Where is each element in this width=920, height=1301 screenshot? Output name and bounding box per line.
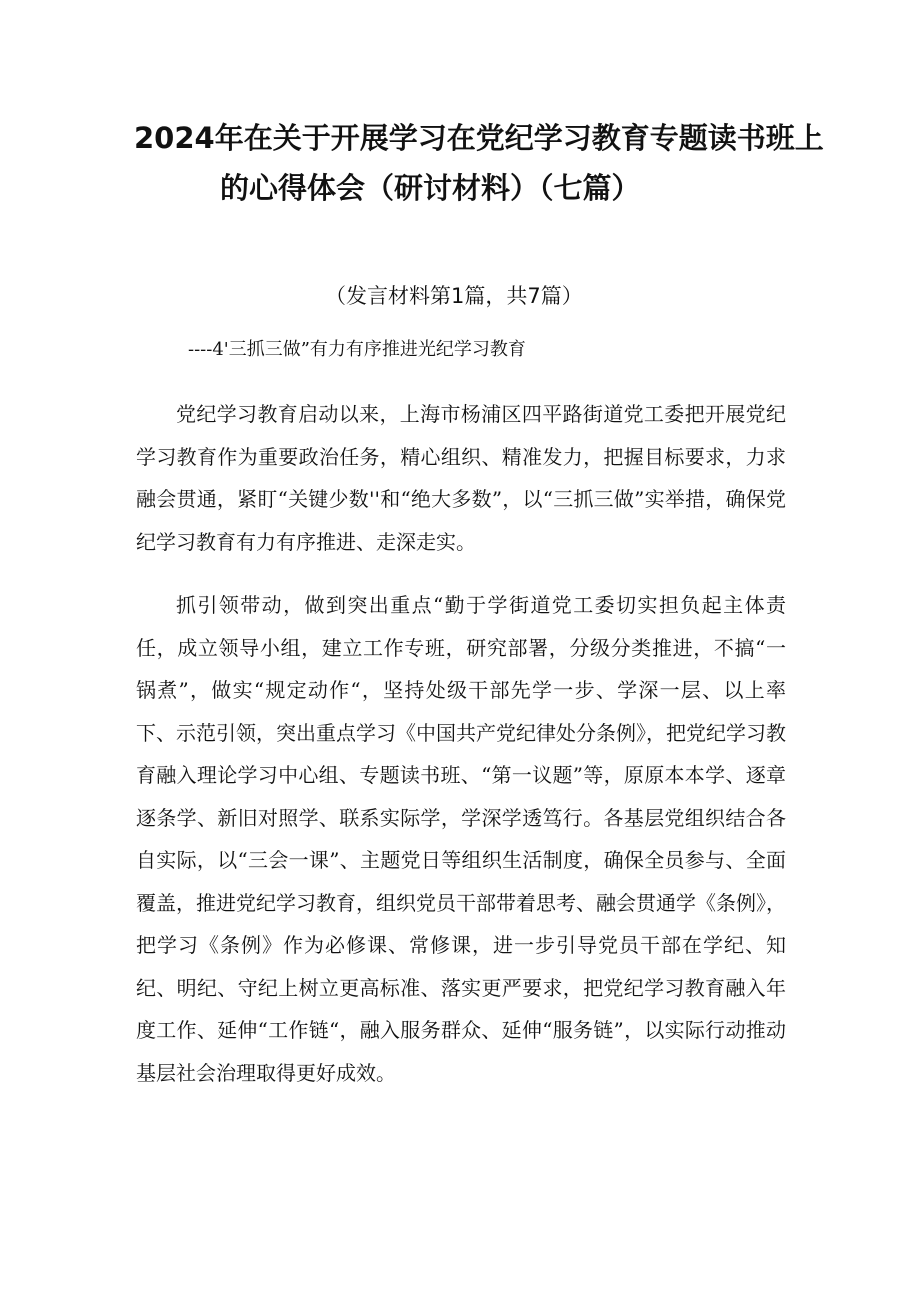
body-paragraph-2: 抓引领带动，做到突出重点“勤于学街道党工委切实担负起主体责任，成立领导小组，建立工作专班，研究部署，分级分类推进，不搞“一锅煮”，做实“规定动作“，坚持处级干部先学一步、学深一层、以上率下、示范引领，突出重点学习《中国共产党纪律处分条例》，把党纪学习教育融入理论学习中心组、专题读书班、“第一议题”等，原原本本学、逐章逐条学、新旧对照学、联系实际学，学深学透笃行。各基层党组织结合各自实际，以“三会一课”、主题党日等组织生活制度，确保全员参与、全面覆盖，推进党纪学习教育，组织党员干部带着思考、融会贯通学《条例》，把学习《条例》作为必修课、常修课，进一步引导党员干部在学纪、知纪、明纪、守纪上树立更高标准、落实更严要求，把党纪学习教育融入年度工作、延伸“工作链“，融入服务群众、延伸“服务链”，以实际行动推动基层社会治理取得更好成效。 — [136, 593, 786, 1085]
document-title-line-1: 2024年在关于开展学习在党纪学习教育专题读书班上 — [134, 121, 824, 155]
body-paragraph-1: 党纪学习教育启动以来，上海市杨浦区四平路街道党工委把开展党纪学习教育作为重要政治任务，精心组织、精准发力，把握目标要求，力求融会贯通，紧盯“关键少数''和“绝大多数”，以“三抓三做”实举措，确保党纪学习教育有力有序推进、走深走实。 — [136, 402, 786, 554]
section-subheading: ----4'三抓三做”有力有序推进光纪学习教育 — [188, 339, 526, 360]
document-subtitle: （发言材料第1篇，共7篇） — [325, 284, 583, 308]
document-title-line-2: 的心得体会（研讨材料）（七篇） — [220, 171, 641, 205]
